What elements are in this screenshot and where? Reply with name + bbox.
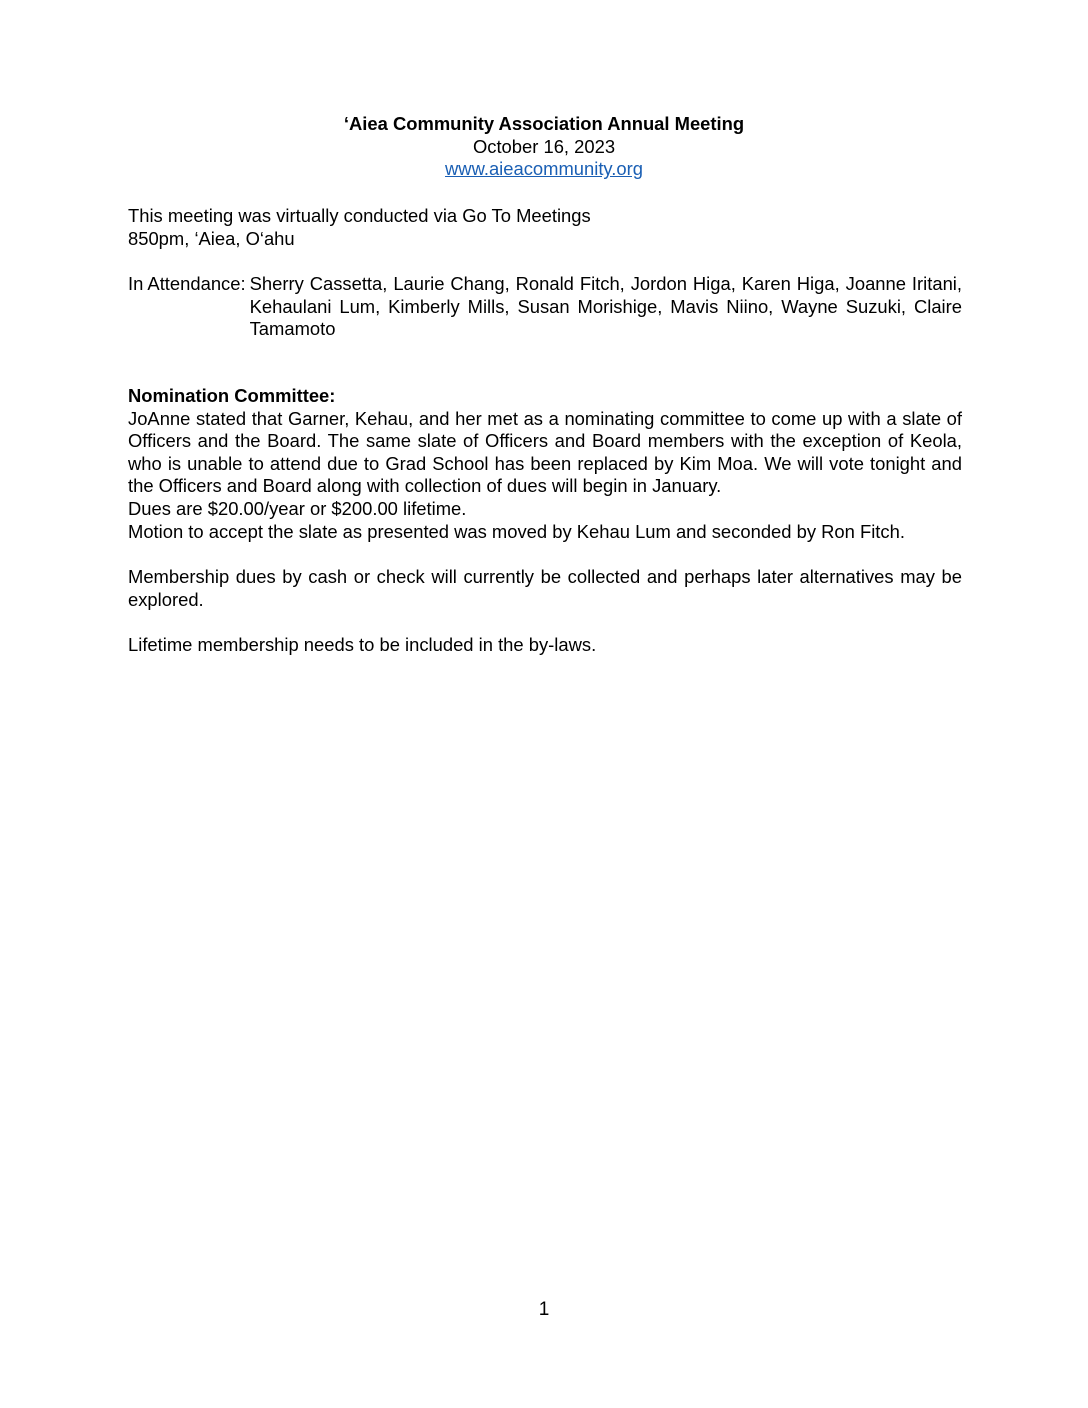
document-title: ‘Aiea Community Association Annual Meeting bbox=[343, 113, 745, 134]
attendance-names: Sherry Cassetta, Laurie Chang, Ronald Fitch, Jordon Higa, Karen Higa, Joanne Iritani, Kehaulani Lum, Kimberly Mills, Susan Morishige, Mavis Niino, Wayne Suzuki, Claire Tamamoto bbox=[249, 273, 962, 340]
motion-line: Motion to accept the slate as presented was moved by Kehau Lum and seconded by Ron Fitch. bbox=[128, 520, 905, 542]
nomination-heading: Nomination Committee: bbox=[128, 385, 336, 406]
dues-line: Dues are $20.00/year or $200.00 lifetime. bbox=[128, 497, 467, 519]
nomination-section bbox=[128, 385, 962, 543]
lifetime-paragraph: Lifetime membership needs to be included in the by-laws. bbox=[128, 634, 597, 655]
meeting-info bbox=[128, 205, 962, 250]
attendance-label: In Attendance: bbox=[128, 273, 246, 294]
page-number: 1 bbox=[538, 1299, 550, 1320]
website-link[interactable]: www.aieacommunity.org bbox=[445, 158, 643, 180]
meeting-time-location: 850pm, ‘Aiea, O‘ahu bbox=[128, 227, 295, 249]
attendance-section bbox=[128, 273, 962, 341]
nomination-paragraph: JoAnne stated that Garner, Kehau, and her met as a nominating committee to come up with a slate of Officers and the Board. The same slate of Officers and Board members with the exception of Keola, who is unable to attend due to Grad School has been replaced by Kim Moa. We will vote tonight and the Officers and Board along with collection of dues will begin in January. bbox=[128, 407, 962, 497]
meeting-date: October 16, 2023 bbox=[472, 135, 616, 157]
meeting-method: This meeting was virtually conducted via Go To Meetings bbox=[128, 205, 591, 226]
membership-paragraph: Membership dues by cash or check will currently be collected and perhaps later alternatives may be explored. bbox=[128, 566, 962, 610]
document-header bbox=[0, 113, 1088, 181]
